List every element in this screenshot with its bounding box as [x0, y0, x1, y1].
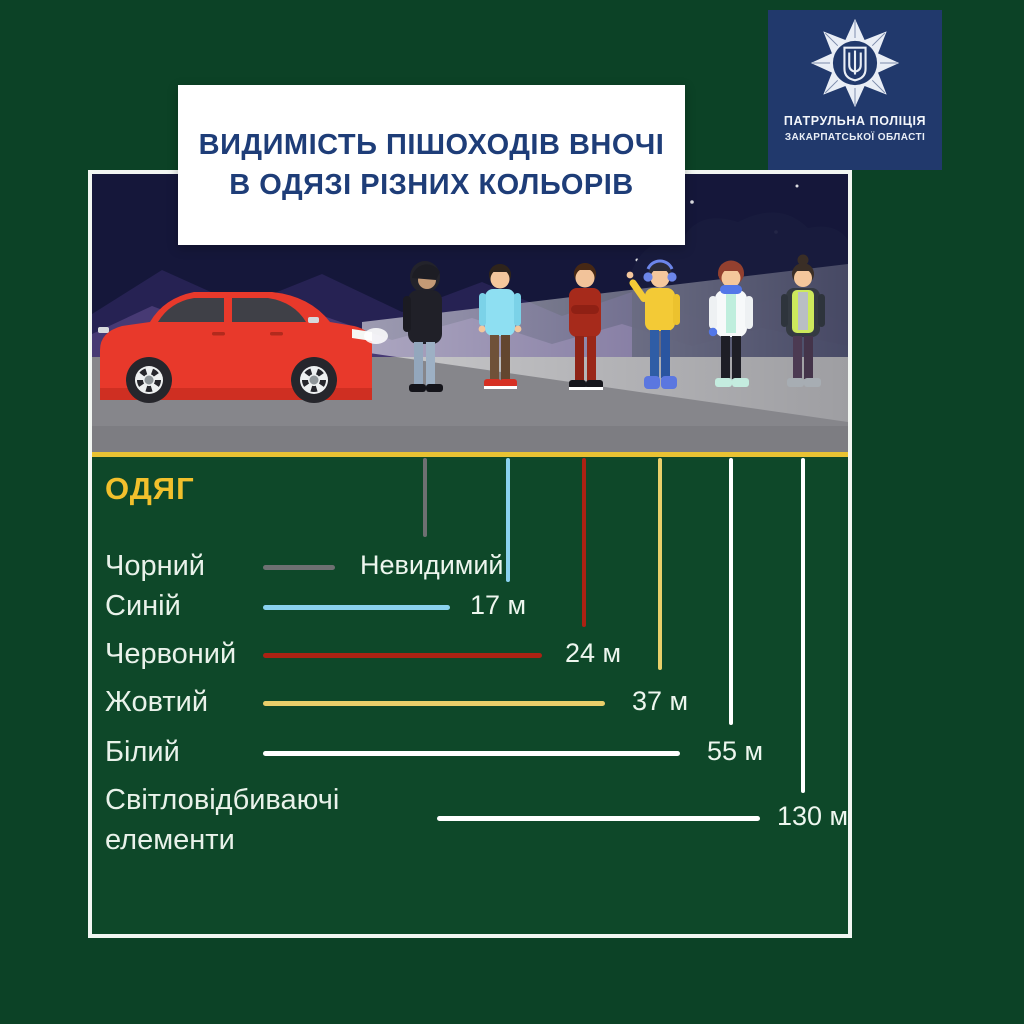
chart-row-value: 37 м [632, 686, 689, 716]
distance-marker-line [506, 458, 510, 582]
police-badge-icon [807, 15, 903, 111]
chart-row-value: 55 м [707, 736, 764, 766]
chart-row-bar [263, 653, 542, 658]
chart-row-bar [263, 565, 335, 570]
chart-row-label: Червоний [105, 638, 237, 670]
title-line-2: В ОДЯЗІ РІЗНИХ КОЛЬОРІВ [229, 168, 634, 201]
road-shadow [92, 426, 848, 452]
distance-marker-line [658, 458, 662, 670]
title-box [178, 85, 685, 245]
main-panel [88, 170, 852, 938]
chart-row-bar [263, 751, 680, 756]
chart-row-label: Синій [105, 590, 181, 622]
chart-row-bar [437, 816, 760, 821]
title-line-1: ВИДИМІСТЬ ПІШОХОДІВ ВНОЧІ [198, 128, 665, 161]
distance-marker-line [423, 458, 427, 537]
chart-row-value: 130 м [777, 801, 849, 831]
logo-org-name: ПАТРУЛЬНА ПОЛІЦІЯ [783, 114, 927, 128]
road-edge-line [92, 452, 848, 457]
chart-row-label: Білий [105, 736, 180, 768]
logo-region-name: ЗАКАРПАТСЬКОЇ ОБЛАСТІ [784, 132, 926, 143]
chart-row-bar [263, 605, 450, 610]
distance-marker-line [801, 458, 805, 793]
chart-row-value: 24 м [565, 638, 622, 668]
distance-marker-line [582, 458, 586, 627]
chart-row-label: Світловідбиваючі елементи [105, 784, 340, 856]
distance-marker-line [729, 458, 733, 725]
panel-inner [92, 174, 848, 934]
police-logo-box [768, 10, 942, 170]
chart-row-label: Чорний [105, 550, 205, 582]
chart-row-value: Невидимий [360, 550, 504, 580]
chart-row-bar [263, 701, 605, 706]
chart-row-value: 17 м [470, 590, 527, 620]
chart-row-label: Жовтий [105, 686, 209, 718]
chart-header: ОДЯГ [105, 471, 195, 506]
